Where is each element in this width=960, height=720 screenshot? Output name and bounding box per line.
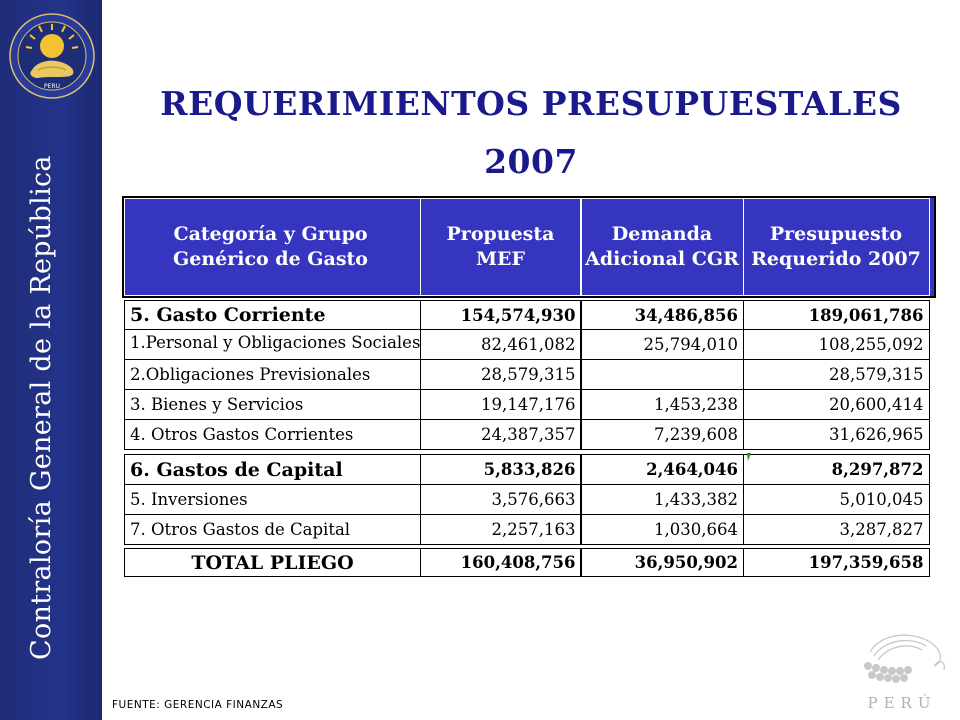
table-row — [124, 514, 934, 545]
total-label: TOTAL PLIEGO — [124, 548, 421, 577]
row-value-mef: 3,576,663 — [420, 484, 582, 515]
row-label: 3. Bienes y Servicios — [124, 389, 421, 420]
row-value-mef: 82,461,082 — [420, 329, 582, 360]
row-value-total: 20,600,414 — [743, 389, 930, 420]
green-marker-icon — [746, 453, 752, 461]
table-row — [124, 359, 934, 390]
peru-brand-logo-icon — [850, 622, 950, 717]
group-value-cgr: 34,486,856 — [580, 300, 744, 330]
row-value-total: 28,579,315 — [743, 359, 930, 390]
total-value-cgr: 36,950,902 — [580, 548, 744, 577]
seal-label: PERU — [44, 83, 60, 90]
source-note: FUENTE: GERENCIA FINANZAS — [112, 699, 284, 711]
sidebar-band — [0, 0, 102, 720]
peru-logo-text: PERÚ — [867, 694, 937, 712]
header-propuesta-mef: Propuesta MEF — [420, 198, 582, 296]
group-value-total: 8,297,872 — [743, 454, 930, 485]
table-row — [124, 419, 934, 450]
row-label: 1.Personal y Obligaciones Sociales — [124, 329, 421, 360]
row-label: 2.Obligaciones Previsionales — [124, 359, 421, 390]
row-value-mef: 2,257,163 — [420, 514, 582, 545]
row-value-total: 31,626,965 — [743, 419, 930, 450]
contraloria-seal-icon — [8, 12, 96, 100]
row-value-total: 3,287,827 — [743, 514, 930, 545]
group-label: 6. Gastos de Capital — [124, 454, 421, 485]
row-value-cgr: 1,453,238 — [580, 389, 744, 420]
header-demanda-adicional: Demanda Adicional CGR — [580, 198, 744, 296]
page-title: REQUERIMIENTOS PRESUPUESTALES — [160, 84, 902, 123]
group-value-total: 189,061,786 — [743, 300, 930, 330]
row-value-cgr — [580, 359, 744, 390]
total-row — [124, 548, 934, 577]
group-value-mef: 5,833,826 — [420, 454, 582, 485]
row-value-cgr: 1,030,664 — [580, 514, 744, 545]
header-presupuesto-requerido: Presupuesto Requerido 2007 — [743, 198, 930, 296]
row-value-total: 108,255,092 — [743, 329, 930, 360]
row-label: 5. Inversiones — [124, 484, 421, 515]
table-row — [124, 389, 934, 420]
row-label: 4. Otros Gastos Corrientes — [124, 419, 421, 450]
total-value-total: 197,359,658 — [743, 548, 930, 577]
row-value-mef: 24,387,357 — [420, 419, 582, 450]
row-value-mef: 28,579,315 — [420, 359, 582, 390]
group-row-gasto-corriente — [124, 300, 934, 330]
table-row — [124, 329, 934, 360]
group-value-mef: 154,574,930 — [420, 300, 582, 330]
row-value-cgr: 25,794,010 — [580, 329, 744, 360]
row-value-total: 5,010,045 — [743, 484, 930, 515]
row-value-cgr: 7,239,608 — [580, 419, 744, 450]
row-value-mef: 19,147,176 — [420, 389, 582, 420]
group-value-cgr: 2,464,046 — [580, 454, 744, 485]
group-row-gastos-capital — [124, 454, 934, 485]
page-subtitle-year: 2007 — [484, 142, 578, 181]
table-header-row — [124, 198, 934, 296]
table-row — [124, 484, 934, 515]
group-label: 5. Gasto Corriente — [124, 300, 421, 330]
row-value-cgr: 1,433,382 — [580, 484, 744, 515]
row-label: 7. Otros Gastos de Capital — [124, 514, 421, 545]
sidebar-vertical-title: Contraloría General de la República — [26, 155, 57, 660]
total-value-mef: 160,408,756 — [420, 548, 582, 577]
header-category: Categoría y Grupo Genérico de Gasto — [124, 198, 421, 296]
